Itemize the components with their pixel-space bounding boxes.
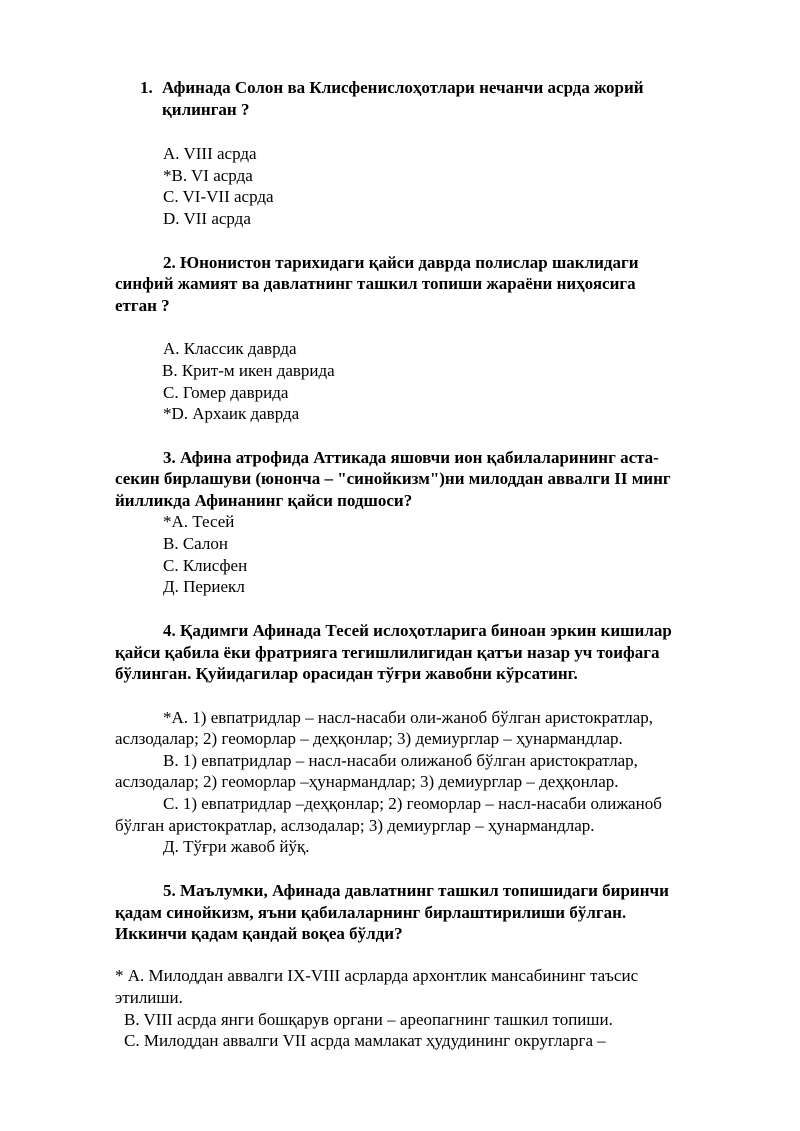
q4-option-b-line-1: В. 1) евпатридлар – насл-насаби олижаноб бўлган аристократлар,	[163, 751, 638, 770]
question-3-text-line-1: 3. Афина атрофида Аттикада яшовчи ион қабилаларининг аста-	[163, 448, 659, 467]
q5-option-a-line-2: этилиши.	[115, 988, 183, 1007]
q3-option-b: В. Салон	[163, 534, 228, 553]
q4-option-c-line-1: С. 1) евпатридлар –деҳқонлар; 2) геоморлар – насл-насаби олижаноб	[163, 794, 662, 813]
q2-option-a: A. Классик даврда	[163, 339, 297, 358]
q2-option-d: *D. Архаик даврда	[163, 404, 300, 423]
question-3-text-line-2: секин бирлашуви (юнонча – "синойкизм")ни милоддан аввалги II минг	[115, 469, 671, 488]
question-1-text-line-1: Афинада Солон ва Клисфенислоҳотлари нечанчи асрда жорий	[162, 78, 644, 97]
q4-option-b-line-2: аслзодалар; 2) геоморлар –ҳунармандлар; 3) демиурглар – деҳқонлар.	[115, 772, 619, 791]
q2-option-b: B. Крит-м икен даврида	[162, 361, 335, 380]
q4-option-d: Д. Тўғри жавоб йўқ.	[163, 837, 310, 856]
q1-option-b: *B. VI асрда	[163, 166, 253, 185]
question-1-text-line-2: қилинган ?	[162, 100, 250, 119]
q1-option-a: A. VIII асрда	[163, 144, 257, 163]
q5-option-a-line-1: * А. Милоддан аввалги IX-VIII асрларда архонтлик мансабининг таъсис	[115, 966, 639, 985]
question-2-text-line-3: етган ?	[115, 296, 170, 315]
q4-option-c-line-2: бўлган аристократлар, аслзодалар; 3) демиурглар – ҳунармандлар.	[115, 816, 595, 835]
question-5-text-line-3: Иккинчи қадам қандай воқеа бўлди?	[115, 924, 403, 943]
question-4-text-line-3: бўлинган. Қуйидагилар орасидан тўғри жавобни кўрсатинг.	[115, 664, 578, 683]
q5-option-c: C. Милоддан аввалги VII асрда мамлакат ҳудудининг округларга –	[124, 1031, 606, 1050]
question-2-text-line-2: синфий жамият ва давлатнинг ташкил топиши жараёни ниҳоясига	[115, 274, 636, 293]
question-2-text-line-1: 2. Юнонистон тарихидаги қайси даврда полислар шаклидаги	[163, 253, 639, 272]
q1-option-d: D. VII асрда	[163, 209, 251, 228]
question-5-text-line-1: 5. Маълумки, Афинада давлатнинг ташкил топишидаги биринчи	[163, 881, 669, 900]
q4-option-a-line-1: *А. 1) евпатридлар – насл-насаби оли-жаноб бўлган аристократлар,	[163, 708, 653, 727]
q4-option-a-line-2: аслзодалар; 2) геоморлар – деҳқонлар; 3) демиурглар – ҳунармандлар.	[115, 729, 623, 748]
question-4-text-line-1: 4. Қадимги Афинада Тесей ислоҳотларига биноан эркин кишилар	[163, 621, 672, 640]
question-1-number: 1.	[140, 78, 153, 97]
q3-option-c: С. Клисфен	[163, 556, 248, 575]
question-5-text-line-2: қадам синойкизм, яъни қабилаларнинг бирлаштирилиши бўлган.	[115, 903, 627, 922]
q5-option-b: B. VIII асрда янги бошқарув органи – ареопагнинг ташкил топиши.	[124, 1010, 613, 1029]
question-3-text-line-3: йилликда Афинанинг қайси подшоси?	[115, 491, 413, 510]
q3-option-a: *А. Тесей	[163, 512, 235, 531]
question-4-text-line-2: қайси қабила ёки фратрияга тегишлилигидан қатъи назар уч тоифага	[115, 643, 660, 662]
q3-option-d: Д. Периекл	[163, 577, 245, 596]
q2-option-c: C. Гомер даврида	[163, 383, 289, 402]
q1-option-c: C. VI-VII асрда	[163, 187, 274, 206]
